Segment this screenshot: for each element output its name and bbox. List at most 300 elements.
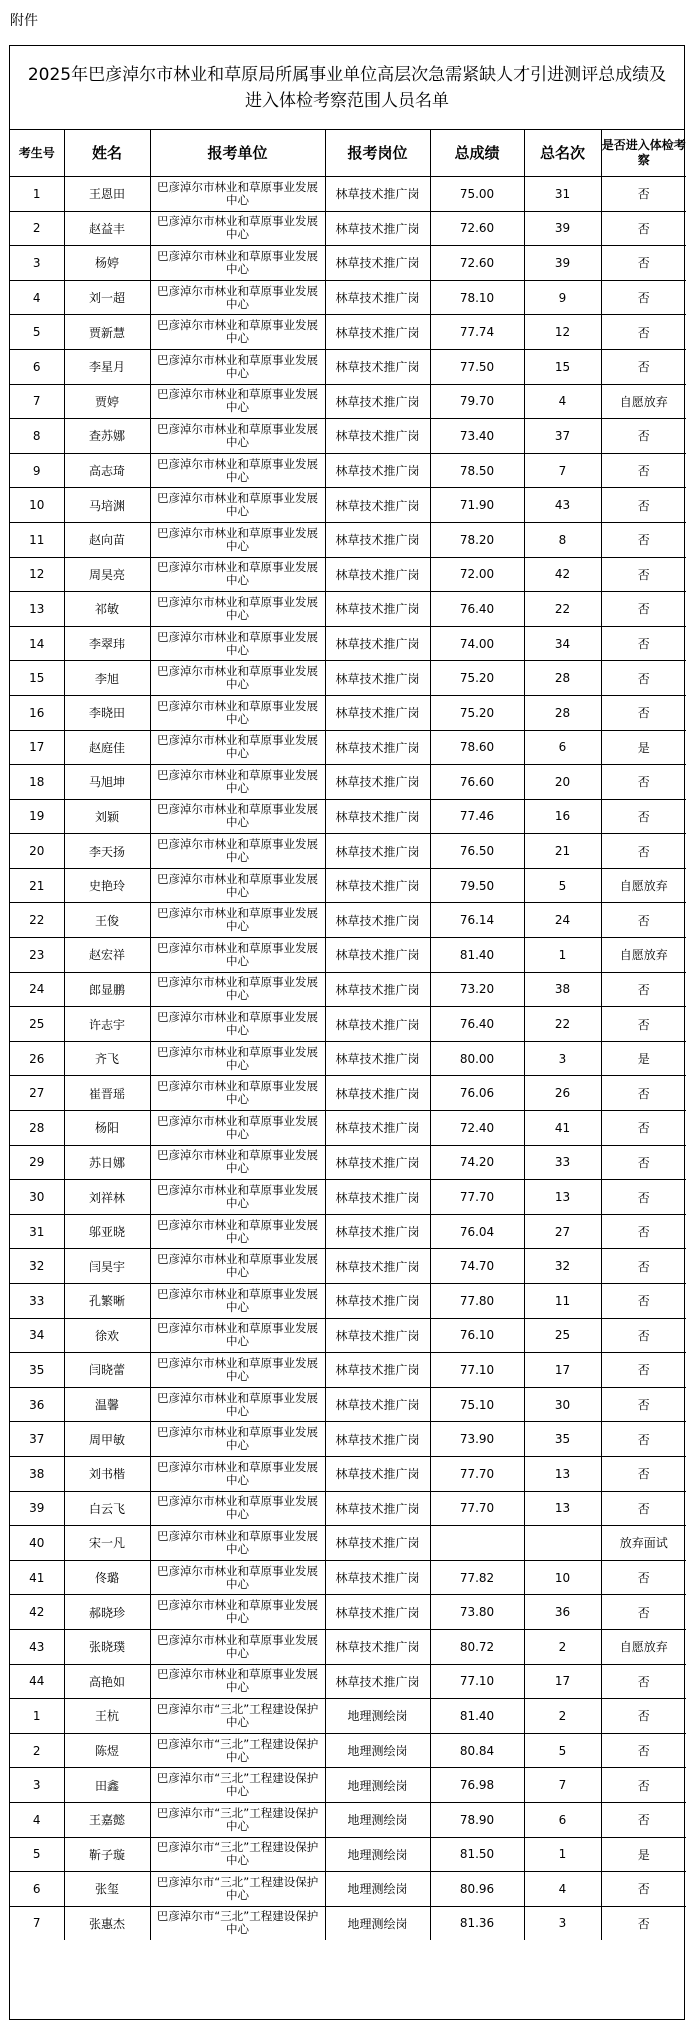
cell-exam-id: 5 (10, 315, 64, 350)
cell-rank: 22 (524, 592, 601, 627)
cell-score: 81.36 (430, 1906, 524, 1940)
cell-status: 否 (601, 315, 686, 350)
cell-exam-id: 20 (10, 834, 64, 869)
cell-score: 78.50 (430, 453, 524, 488)
cell-exam-id: 36 (10, 1387, 64, 1422)
cell-exam-id: 14 (10, 626, 64, 661)
cell-status: 否 (601, 280, 686, 315)
cell-unit: 巴彦淖尔市林业和草原事业发展中心 (150, 488, 325, 523)
cell-score: 76.60 (430, 765, 524, 800)
cell-exam-id: 7 (10, 1906, 64, 1940)
cell-name: 郎显鹏 (64, 972, 150, 1007)
cell-position: 林草技术推广岗 (325, 488, 430, 523)
cell-name: 靳子璇 (64, 1837, 150, 1872)
cell-status: 否 (601, 1076, 686, 1111)
cell-rank: 30 (524, 1387, 601, 1422)
cell-position: 林草技术推广岗 (325, 315, 430, 350)
cell-exam-id: 44 (10, 1664, 64, 1699)
cell-name: 查苏娜 (64, 419, 150, 454)
cell-position: 林草技术推广岗 (325, 1076, 430, 1111)
cell-position: 地理测绘岗 (325, 1768, 430, 1803)
cell-rank: 6 (524, 730, 601, 765)
cell-position: 林草技术推广岗 (325, 592, 430, 627)
cell-rank: 1 (524, 1837, 601, 1872)
cell-unit: 巴彦淖尔市林业和草原事业发展中心 (150, 557, 325, 592)
cell-rank: 26 (524, 1076, 601, 1111)
cell-status: 否 (601, 488, 686, 523)
cell-exam-id: 40 (10, 1526, 64, 1561)
cell-position: 林草技术推广岗 (325, 1041, 430, 1076)
cell-exam-id: 6 (10, 349, 64, 384)
cell-name: 田鑫 (64, 1768, 150, 1803)
cell-position: 林草技术推广岗 (325, 522, 430, 557)
cell-exam-id: 3 (10, 246, 64, 281)
cell-status: 否 (601, 834, 686, 869)
cell-rank: 2 (524, 1699, 601, 1734)
cell-name: 李翠玮 (64, 626, 150, 661)
cell-position: 林草技术推广岗 (325, 661, 430, 696)
cell-name: 刘颖 (64, 799, 150, 834)
cell-status: 否 (601, 1733, 686, 1768)
cell-exam-id: 38 (10, 1456, 64, 1491)
table-row (10, 1180, 686, 1215)
cell-name: 李天扬 (64, 834, 150, 869)
cell-position: 林草技术推广岗 (325, 765, 430, 800)
cell-status: 否 (601, 1595, 686, 1630)
results-table (10, 130, 686, 1940)
cell-unit: 巴彦淖尔市林业和草原事业发展中心 (150, 1041, 325, 1076)
cell-exam-id: 5 (10, 1837, 64, 1872)
table-row (10, 1768, 686, 1803)
cell-unit: 巴彦淖尔市林业和草原事业发展中心 (150, 1629, 325, 1664)
cell-status: 否 (601, 1491, 686, 1526)
cell-rank: 34 (524, 626, 601, 661)
cell-unit: 巴彦淖尔市林业和草原事业发展中心 (150, 972, 325, 1007)
table-row (10, 592, 686, 627)
cell-score: 77.46 (430, 799, 524, 834)
cell-name: 王杭 (64, 1699, 150, 1734)
cell-exam-id: 7 (10, 384, 64, 419)
cell-rank: 42 (524, 557, 601, 592)
cell-unit: 巴彦淖尔市林业和草原事业发展中心 (150, 1007, 325, 1042)
cell-position: 林草技术推广岗 (325, 1491, 430, 1526)
cell-rank: 4 (524, 1872, 601, 1907)
table-row (10, 868, 686, 903)
cell-position: 林草技术推广岗 (325, 1526, 430, 1561)
cell-score: 75.20 (430, 695, 524, 730)
table-row (10, 765, 686, 800)
cell-name: 许志宇 (64, 1007, 150, 1042)
table-row (10, 1249, 686, 1284)
cell-status: 否 (601, 1318, 686, 1353)
cell-score: 78.10 (430, 280, 524, 315)
cell-rank: 39 (524, 211, 601, 246)
header-position: 报考岗位 (325, 130, 430, 177)
cell-score: 77.74 (430, 315, 524, 350)
cell-position: 林草技术推广岗 (325, 557, 430, 592)
cell-status: 否 (601, 1664, 686, 1699)
cell-rank: 31 (524, 177, 601, 212)
cell-status: 否 (601, 1872, 686, 1907)
cell-unit: 巴彦淖尔市“三北”工程建设保护中心 (150, 1768, 325, 1803)
cell-name: 张玺 (64, 1872, 150, 1907)
cell-rank: 20 (524, 765, 601, 800)
cell-status: 否 (601, 419, 686, 454)
cell-score: 81.40 (430, 938, 524, 973)
cell-position: 林草技术推广岗 (325, 211, 430, 246)
cell-rank: 25 (524, 1318, 601, 1353)
cell-name: 张惠杰 (64, 1906, 150, 1940)
cell-position: 林草技术推广岗 (325, 903, 430, 938)
cell-score: 77.50 (430, 349, 524, 384)
cell-score: 81.50 (430, 1837, 524, 1872)
cell-unit: 巴彦淖尔市林业和草原事业发展中心 (150, 280, 325, 315)
cell-status: 否 (601, 1111, 686, 1146)
cell-name: 赵庭佳 (64, 730, 150, 765)
cell-status: 否 (601, 1387, 686, 1422)
cell-score: 80.84 (430, 1733, 524, 1768)
cell-name: 史艳玲 (64, 868, 150, 903)
cell-exam-id: 28 (10, 1111, 64, 1146)
cell-name: 马旭坤 (64, 765, 150, 800)
cell-name: 刘祥林 (64, 1180, 150, 1215)
cell-position: 地理测绘岗 (325, 1802, 430, 1837)
cell-unit: 巴彦淖尔市林业和草原事业发展中心 (150, 903, 325, 938)
cell-name: 闫晓蕾 (64, 1353, 150, 1388)
cell-unit: 巴彦淖尔市林业和草原事业发展中心 (150, 1284, 325, 1319)
cell-position: 林草技术推广岗 (325, 419, 430, 454)
cell-unit: 巴彦淖尔市林业和草原事业发展中心 (150, 661, 325, 696)
cell-score: 72.40 (430, 1111, 524, 1146)
cell-position: 林草技术推广岗 (325, 246, 430, 281)
cell-exam-id: 10 (10, 488, 64, 523)
table-row (10, 1491, 686, 1526)
cell-score: 77.80 (430, 1284, 524, 1319)
cell-position: 林草技术推广岗 (325, 626, 430, 661)
cell-name: 赵宏祥 (64, 938, 150, 973)
cell-status: 自愿放弃 (601, 868, 686, 903)
cell-name: 马培渊 (64, 488, 150, 523)
cell-unit: 巴彦淖尔市林业和草原事业发展中心 (150, 1422, 325, 1457)
cell-position: 林草技术推广岗 (325, 1595, 430, 1630)
cell-unit: 巴彦淖尔市林业和草原事业发展中心 (150, 1353, 325, 1388)
cell-exam-id: 29 (10, 1145, 64, 1180)
table-row (10, 1145, 686, 1180)
cell-name: 周昊亮 (64, 557, 150, 592)
cell-position: 林草技术推广岗 (325, 972, 430, 1007)
cell-name: 高艳如 (64, 1664, 150, 1699)
document-title: 2025年巴彦淖尔市林业和草原局所属事业单位高层次急需紧缺人才引进测评总成绩及进入体检考察范围人员名单 (10, 46, 684, 130)
cell-score: 75.10 (430, 1387, 524, 1422)
cell-score: 78.90 (430, 1802, 524, 1837)
cell-name: 徐欢 (64, 1318, 150, 1353)
cell-name: 刘书楷 (64, 1456, 150, 1491)
cell-score: 77.70 (430, 1491, 524, 1526)
cell-exam-id: 19 (10, 799, 64, 834)
cell-unit: 巴彦淖尔市林业和草原事业发展中心 (150, 765, 325, 800)
table-row (10, 1456, 686, 1491)
cell-status: 否 (601, 522, 686, 557)
cell-exam-id: 2 (10, 211, 64, 246)
cell-unit: 巴彦淖尔市林业和草原事业发展中心 (150, 1180, 325, 1215)
cell-unit: 巴彦淖尔市林业和草原事业发展中心 (150, 868, 325, 903)
cell-score: 77.82 (430, 1560, 524, 1595)
cell-score: 76.04 (430, 1214, 524, 1249)
cell-exam-id: 21 (10, 868, 64, 903)
table-row (10, 1733, 686, 1768)
cell-position: 林草技术推广岗 (325, 1387, 430, 1422)
cell-score: 77.70 (430, 1180, 524, 1215)
cell-name: 贾新慧 (64, 315, 150, 350)
cell-score: 77.70 (430, 1456, 524, 1491)
cell-unit: 巴彦淖尔市林业和草原事业发展中心 (150, 1526, 325, 1561)
cell-score: 76.10 (430, 1318, 524, 1353)
cell-exam-id: 8 (10, 419, 64, 454)
cell-exam-id: 43 (10, 1629, 64, 1664)
cell-score: 80.96 (430, 1872, 524, 1907)
cell-score: 75.20 (430, 661, 524, 696)
cell-exam-id: 41 (10, 1560, 64, 1595)
cell-position: 林草技术推广岗 (325, 730, 430, 765)
cell-rank: 41 (524, 1111, 601, 1146)
cell-name: 高志琦 (64, 453, 150, 488)
cell-position: 地理测绘岗 (325, 1872, 430, 1907)
cell-position: 林草技术推广岗 (325, 1456, 430, 1491)
table-row (10, 938, 686, 973)
cell-position: 林草技术推广岗 (325, 799, 430, 834)
cell-name: 陈煜 (64, 1733, 150, 1768)
table-row (10, 349, 686, 384)
cell-exam-id: 33 (10, 1284, 64, 1319)
cell-rank: 3 (524, 1906, 601, 1940)
cell-rank: 4 (524, 384, 601, 419)
cell-unit: 巴彦淖尔市林业和草原事业发展中心 (150, 1076, 325, 1111)
cell-status: 否 (601, 349, 686, 384)
cell-status: 否 (601, 1456, 686, 1491)
cell-unit: 巴彦淖尔市林业和草原事业发展中心 (150, 1664, 325, 1699)
table-row (10, 1837, 686, 1872)
cell-exam-id: 6 (10, 1872, 64, 1907)
table-row (10, 661, 686, 696)
header-exam-id: 考生号 (10, 130, 64, 177)
table-row (10, 695, 686, 730)
cell-status: 否 (601, 799, 686, 834)
cell-rank: 2 (524, 1629, 601, 1664)
table-row (10, 1111, 686, 1146)
cell-position: 林草技术推广岗 (325, 1145, 430, 1180)
cell-exam-id: 27 (10, 1076, 64, 1111)
header-rank: 总名次 (524, 130, 601, 177)
cell-score: 79.70 (430, 384, 524, 419)
cell-score: 73.90 (430, 1422, 524, 1457)
cell-score: 78.20 (430, 522, 524, 557)
cell-rank: 32 (524, 1249, 601, 1284)
cell-unit: 巴彦淖尔市“三北”工程建设保护中心 (150, 1802, 325, 1837)
cell-position: 林草技术推广岗 (325, 1560, 430, 1595)
cell-status: 自愿放弃 (601, 384, 686, 419)
cell-exam-id: 13 (10, 592, 64, 627)
cell-unit: 巴彦淖尔市“三北”工程建设保护中心 (150, 1733, 325, 1768)
cell-unit: 巴彦淖尔市林业和草原事业发展中心 (150, 1214, 325, 1249)
cell-rank: 24 (524, 903, 601, 938)
cell-score: 80.72 (430, 1629, 524, 1664)
cell-name: 齐飞 (64, 1041, 150, 1076)
cell-unit: 巴彦淖尔市林业和草原事业发展中心 (150, 1456, 325, 1491)
table-row (10, 315, 686, 350)
table-row (10, 730, 686, 765)
cell-score: 73.80 (430, 1595, 524, 1630)
cell-exam-id: 30 (10, 1180, 64, 1215)
cell-exam-id: 2 (10, 1733, 64, 1768)
cell-name: 李晓田 (64, 695, 150, 730)
cell-status: 否 (601, 1560, 686, 1595)
cell-score: 74.70 (430, 1249, 524, 1284)
cell-exam-id: 24 (10, 972, 64, 1007)
cell-status: 否 (601, 211, 686, 246)
cell-position: 林草技术推广岗 (325, 1422, 430, 1457)
cell-score: 76.50 (430, 834, 524, 869)
cell-position: 林草技术推广岗 (325, 1214, 430, 1249)
cell-rank: 22 (524, 1007, 601, 1042)
cell-rank: 17 (524, 1664, 601, 1699)
table-row (10, 1629, 686, 1664)
table-row (10, 626, 686, 661)
cell-rank: 8 (524, 522, 601, 557)
cell-unit: 巴彦淖尔市林业和草原事业发展中心 (150, 1249, 325, 1284)
cell-rank: 28 (524, 695, 601, 730)
cell-unit: 巴彦淖尔市林业和草原事业发展中心 (150, 246, 325, 281)
cell-name: 郝晓珍 (64, 1595, 150, 1630)
results-sheet (9, 45, 685, 2020)
cell-position: 林草技术推广岗 (325, 453, 430, 488)
cell-position: 林草技术推广岗 (325, 349, 430, 384)
cell-score: 81.40 (430, 1699, 524, 1734)
cell-status: 否 (601, 1422, 686, 1457)
cell-name: 王恩田 (64, 177, 150, 212)
cell-score: 80.00 (430, 1041, 524, 1076)
cell-score: 77.10 (430, 1664, 524, 1699)
cell-status: 否 (601, 1802, 686, 1837)
cell-score: 76.98 (430, 1768, 524, 1803)
cell-position: 林草技术推广岗 (325, 1111, 430, 1146)
cell-name: 崔晋瑶 (64, 1076, 150, 1111)
cell-unit: 巴彦淖尔市“三北”工程建设保护中心 (150, 1699, 325, 1734)
cell-exam-id: 17 (10, 730, 64, 765)
table-row (10, 246, 686, 281)
table-row (10, 1318, 686, 1353)
cell-score: 77.10 (430, 1353, 524, 1388)
cell-unit: 巴彦淖尔市林业和草原事业发展中心 (150, 799, 325, 834)
table-row (10, 1007, 686, 1042)
cell-rank: 9 (524, 280, 601, 315)
table-row (10, 1422, 686, 1457)
cell-name: 王俊 (64, 903, 150, 938)
cell-status: 否 (601, 626, 686, 661)
table-row (10, 903, 686, 938)
cell-rank: 3 (524, 1041, 601, 1076)
cell-exam-id: 26 (10, 1041, 64, 1076)
cell-rank: 6 (524, 1802, 601, 1837)
cell-exam-id: 31 (10, 1214, 64, 1249)
cell-name: 孔繁晰 (64, 1284, 150, 1319)
cell-exam-id: 9 (10, 453, 64, 488)
cell-exam-id: 15 (10, 661, 64, 696)
cell-exam-id: 42 (10, 1595, 64, 1630)
cell-score: 73.40 (430, 419, 524, 454)
header-unit: 报考单位 (150, 130, 325, 177)
cell-status: 放弃面试 (601, 1526, 686, 1561)
cell-unit: 巴彦淖尔市林业和草原事业发展中心 (150, 592, 325, 627)
cell-status: 否 (601, 903, 686, 938)
cell-status: 否 (601, 1249, 686, 1284)
cell-exam-id: 4 (10, 280, 64, 315)
cell-rank: 28 (524, 661, 601, 696)
cell-unit: 巴彦淖尔市林业和草原事业发展中心 (150, 384, 325, 419)
cell-status: 否 (601, 1180, 686, 1215)
cell-rank: 5 (524, 868, 601, 903)
table-row (10, 280, 686, 315)
cell-rank: 27 (524, 1214, 601, 1249)
cell-position: 林草技术推广岗 (325, 695, 430, 730)
table-row (10, 1041, 686, 1076)
cell-name: 刘一超 (64, 280, 150, 315)
table-row (10, 557, 686, 592)
cell-position: 林草技术推广岗 (325, 834, 430, 869)
cell-position: 地理测绘岗 (325, 1837, 430, 1872)
cell-unit: 巴彦淖尔市林业和草原事业发展中心 (150, 211, 325, 246)
cell-status: 自愿放弃 (601, 938, 686, 973)
cell-rank: 13 (524, 1180, 601, 1215)
cell-status: 否 (601, 177, 686, 212)
cell-position: 地理测绘岗 (325, 1699, 430, 1734)
header-name: 姓名 (64, 130, 150, 177)
table-row (10, 1872, 686, 1907)
cell-status: 自愿放弃 (601, 1629, 686, 1664)
cell-unit: 巴彦淖尔市林业和草原事业发展中心 (150, 938, 325, 973)
cell-rank: 36 (524, 1595, 601, 1630)
cell-rank: 12 (524, 315, 601, 350)
cell-name: 赵益丰 (64, 211, 150, 246)
table-header-row (10, 130, 686, 177)
cell-score: 76.06 (430, 1076, 524, 1111)
cell-status: 否 (601, 1145, 686, 1180)
cell-status: 否 (601, 972, 686, 1007)
cell-unit: 巴彦淖尔市林业和草原事业发展中心 (150, 695, 325, 730)
table-row (10, 1076, 686, 1111)
cell-exam-id: 4 (10, 1802, 64, 1837)
cell-unit: 巴彦淖尔市林业和草原事业发展中心 (150, 315, 325, 350)
cell-rank: 21 (524, 834, 601, 869)
cell-rank: 35 (524, 1422, 601, 1457)
cell-rank: 7 (524, 1768, 601, 1803)
cell-exam-id: 37 (10, 1422, 64, 1457)
table-row (10, 972, 686, 1007)
cell-exam-id: 23 (10, 938, 64, 973)
table-row (10, 211, 686, 246)
cell-exam-id: 1 (10, 1699, 64, 1734)
cell-status: 否 (601, 695, 686, 730)
table-row (10, 384, 686, 419)
cell-rank: 13 (524, 1491, 601, 1526)
cell-rank: 37 (524, 419, 601, 454)
table-row (10, 419, 686, 454)
cell-exam-id: 39 (10, 1491, 64, 1526)
table-row (10, 1802, 686, 1837)
cell-status: 是 (601, 730, 686, 765)
cell-position: 林草技术推广岗 (325, 280, 430, 315)
table-row (10, 177, 686, 212)
cell-score: 75.00 (430, 177, 524, 212)
